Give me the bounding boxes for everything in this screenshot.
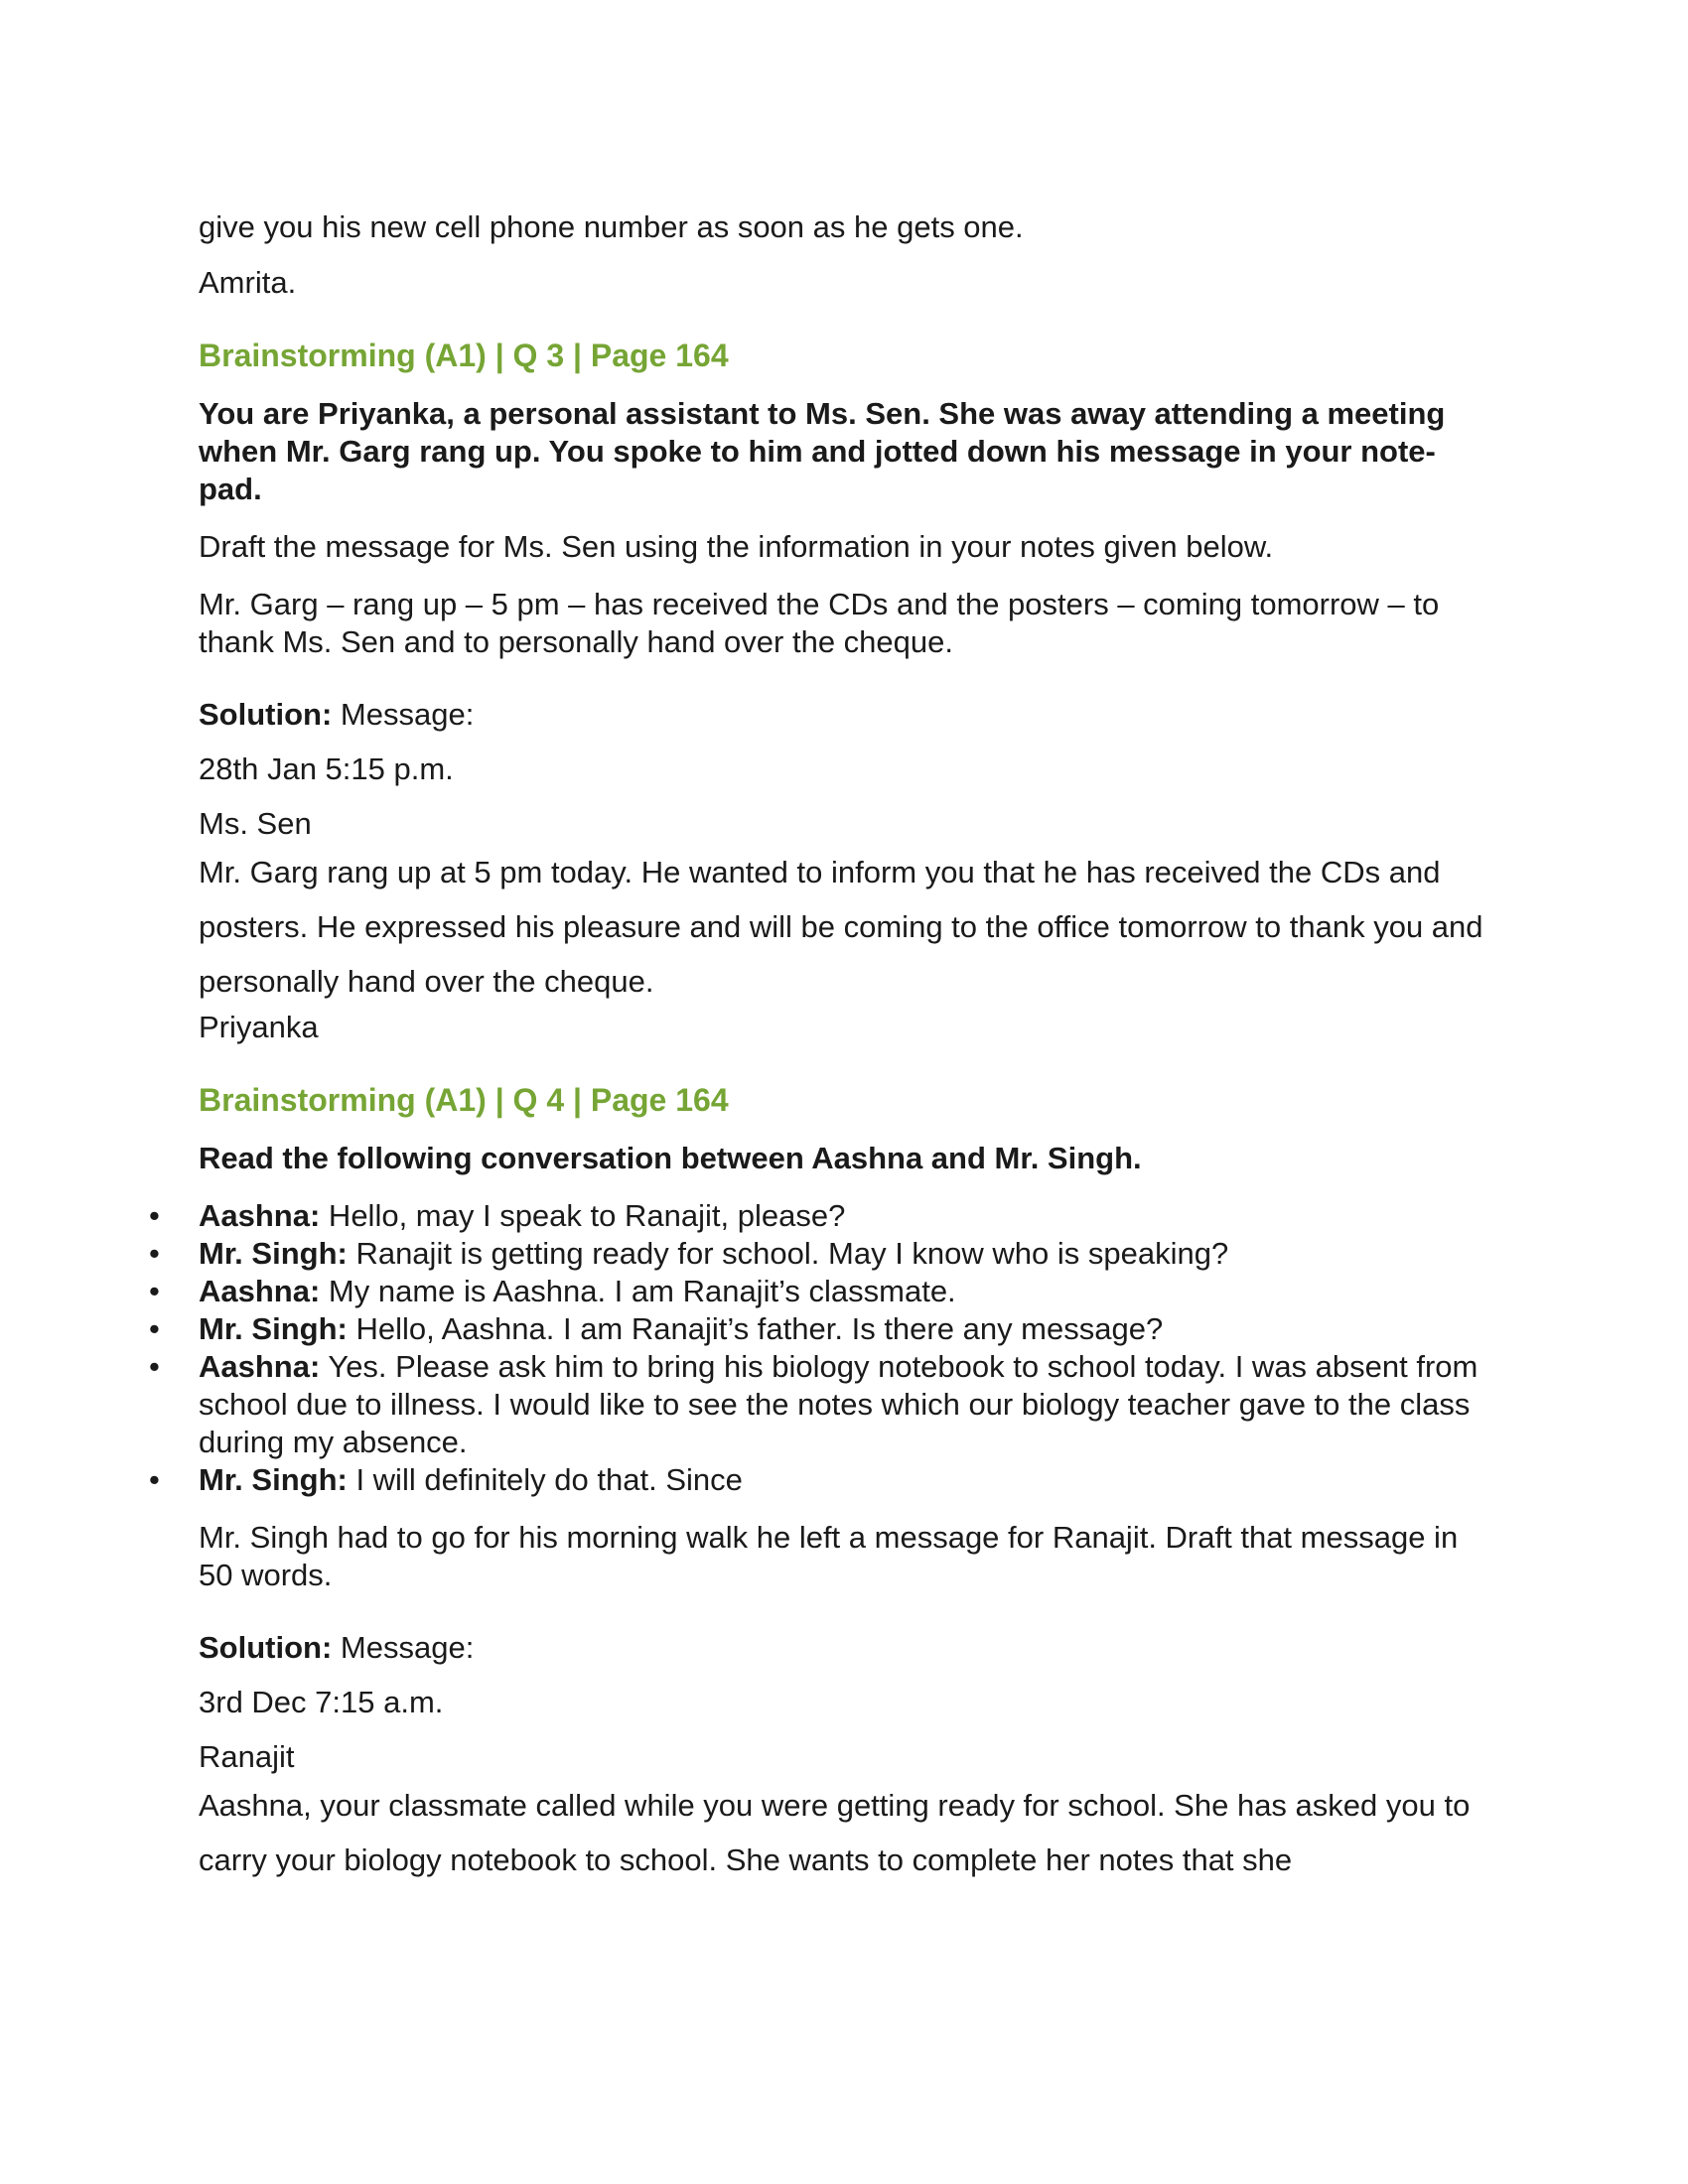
q4-dialogue — [149, 1197, 1489, 1499]
dialogue-line — [149, 1235, 1489, 1273]
document-page — [149, 208, 1489, 1887]
dialogue-text: I will definitely do that. Since — [347, 1462, 743, 1497]
q3-solution — [199, 696, 1489, 734]
bullet-icon: • — [149, 1198, 160, 1233]
q3-from: Priyanka — [199, 1010, 319, 1044]
bullet-icon: • — [149, 1462, 160, 1497]
q3-question: You are Priyanka, a personal assistant to Ms. Sen. She was away attending a meeting when Mr. Garg rang up. You spoke to him and jotted down his message in your note- pad. — [199, 396, 1446, 506]
dialogue-speaker: Aashna: — [199, 1274, 321, 1308]
dialogue-line — [149, 1461, 1489, 1499]
bullet-icon: • — [149, 1311, 160, 1346]
dialogue-speaker: Mr. Singh: — [199, 1311, 348, 1346]
dialogue-text: My name is Aashna. I am Ranajit’s classmate. — [320, 1274, 956, 1308]
q3-heading: Brainstorming (A1) | Q 3 | Page 164 — [199, 338, 729, 373]
dialogue-line — [149, 1310, 1489, 1348]
dialogue-text: Yes. Please ask him to bring his biology notebook to school today. I was absent from school due to illness. I would like to see the notes which our biology teacher gave to the class during my absence. — [199, 1349, 1478, 1459]
q4-date: 3rd Dec 7:15 a.m. — [199, 1685, 444, 1719]
q4-heading: Brainstorming (A1) | Q 4 | Page 164 — [199, 1082, 729, 1118]
dialogue-line — [149, 1197, 1489, 1235]
q3-to: Ms. Sen — [199, 806, 312, 841]
dialogue-text: Ranajit is getting ready for school. May I know who is speaking? — [347, 1236, 1229, 1271]
intro-line: give you his new cell phone number as soon as he gets one. — [199, 209, 1024, 244]
q4-solution-label: Solution: — [199, 1630, 333, 1665]
q4-solution-type: Message: — [332, 1630, 475, 1665]
q4-instruction: Mr. Singh had to go for his morning walk he left a message for Ranajit. Draft that message in 50 words. — [199, 1520, 1459, 1592]
dialogue-line — [149, 1348, 1489, 1461]
q4-body: Aashna, your classmate called while you were getting ready for school. She has asked you to carry your biology notebook to school. She wants to complete her notes that she — [199, 1788, 1471, 1877]
bullet-icon: • — [149, 1274, 160, 1308]
dialogue-text: Hello, may I speak to Ranajit, please? — [320, 1198, 846, 1233]
q3-date: 28th Jan 5:15 p.m. — [199, 751, 454, 786]
q3-body: Mr. Garg rang up at 5 pm today. He wanted to inform you that he has received the CDs and posters. He expressed his pleasure and will be coming to the office tomorrow to thank you and personally hand over the cheque. — [199, 855, 1483, 999]
dialogue-line — [149, 1273, 1489, 1310]
q4-solution — [199, 1629, 1489, 1667]
dialogue-speaker: Mr. Singh: — [199, 1462, 348, 1497]
q4-question: Read the following conversation between Aashna and Mr. Singh. — [199, 1141, 1142, 1175]
q3-instruction: Draft the message for Ms. Sen using the information in your notes given below. — [199, 529, 1274, 564]
q3-notes: Mr. Garg – rang up – 5 pm – has received the CDs and the posters – coming tomorrow – to thank Ms. Sen and to personally hand over the cheque. — [199, 587, 1440, 659]
dialogue-speaker: Aashna: — [199, 1349, 321, 1384]
dialogue-speaker: Mr. Singh: — [199, 1236, 348, 1271]
bullet-icon: • — [149, 1236, 160, 1271]
q4-to: Ranajit — [199, 1739, 295, 1774]
dialogue-speaker: Aashna: — [199, 1198, 321, 1233]
q3-solution-label: Solution: — [199, 697, 333, 732]
intro-signature: Amrita. — [199, 265, 297, 300]
dialogue-text: Hello, Aashna. I am Ranajit’s father. Is there any message? — [347, 1311, 1164, 1346]
q3-solution-type: Message: — [332, 697, 475, 732]
bullet-icon: • — [149, 1349, 160, 1384]
